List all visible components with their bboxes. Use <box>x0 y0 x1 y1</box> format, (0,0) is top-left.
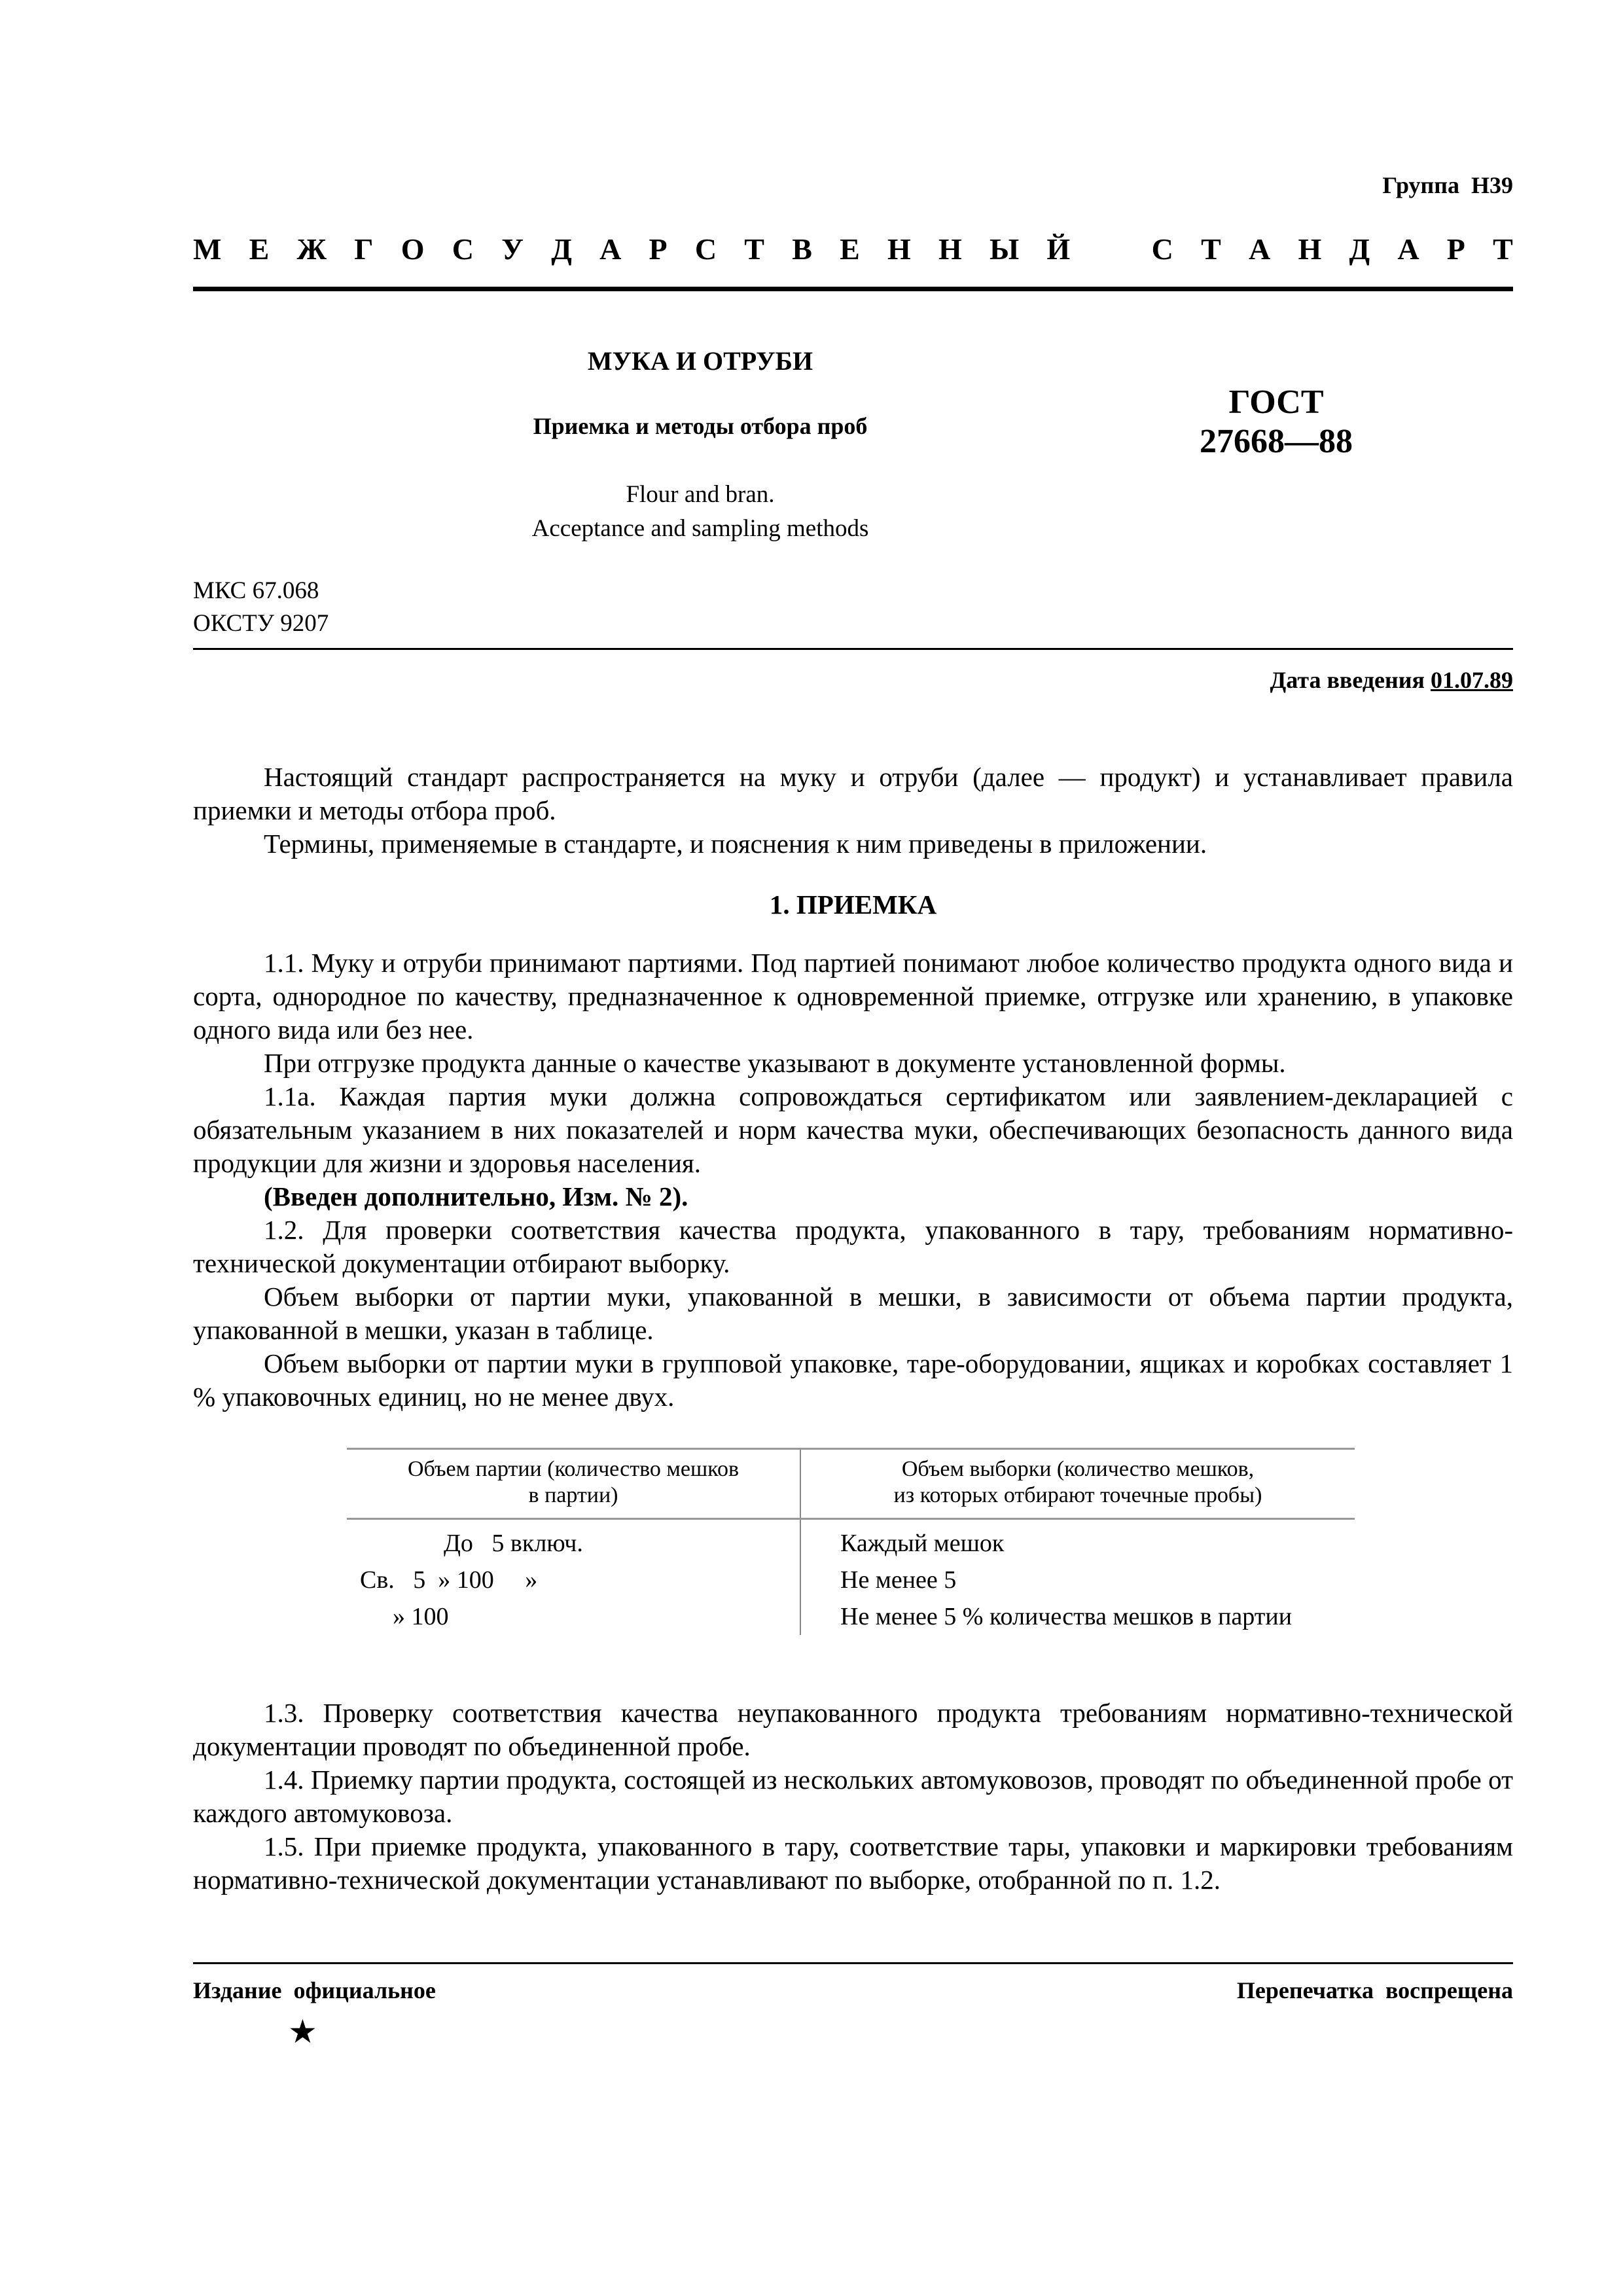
banner-letter: Н <box>1298 232 1322 266</box>
banner-letter: Т <box>1493 232 1513 266</box>
effective-date-value: 01.07.89 <box>1431 667 1513 693</box>
sample-size-value: Не менее 5 <box>840 1566 957 1594</box>
clause-1-4: 1.4. Приемку партии продукта, состоящей из нескольких автомуковозов, проводят по объединенной пробе от каждого автомуковоза. <box>193 1765 1513 1828</box>
column-header-line: из которых отбирают точечные пробы) <box>893 1483 1262 1507</box>
reprint-prohibited-note: Перепечатка воспрещена <box>1236 1977 1513 2003</box>
intro-text <box>193 761 1513 861</box>
table-row <box>347 1598 1355 1635</box>
sample-size-cell <box>800 1519 1355 1562</box>
lot-size-value: До 5 включ. <box>444 1530 583 1557</box>
column-header-lot-size <box>347 1449 800 1519</box>
gost-number: 27668—88 <box>1200 423 1353 460</box>
star-icon: ★ <box>288 2013 317 2050</box>
banner-letter: О <box>401 232 425 266</box>
gost-designation <box>1171 383 1381 461</box>
column-header-line: Объем выборки (количество мешков, <box>901 1457 1255 1481</box>
section-heading: 1. ПРИЕМКА <box>769 889 937 920</box>
clause-1-2-bags: Объем выборки от партии муки, упакованной в мешки, в зависимости от объема партии продукта, упакованной в мешки, указан в таблице. <box>193 1282 1513 1345</box>
clause-1-2: 1.2. Для проверки соответствия качества продукта, упакованного в тару, требованиям нормативно-технической документации отбирают выборку. <box>193 1215 1513 1278</box>
gost-label: ГОСТ <box>1228 384 1324 421</box>
group-code: Группа Н39 <box>1382 172 1513 198</box>
banner-letter: Т <box>744 232 764 266</box>
table-row <box>347 1519 1355 1562</box>
column-header-line: в партии) <box>528 1483 618 1507</box>
banner-letter: С <box>452 232 474 266</box>
banner-letter: А <box>1397 232 1419 266</box>
banner-letter: Е <box>840 232 860 266</box>
sample-size-value: Не менее 5 % количества мешков в партии <box>840 1603 1293 1630</box>
document-title: МУКА И ОТРУБИ <box>587 346 813 376</box>
english-title <box>445 478 955 546</box>
mks-code: МКС 67.068 <box>193 577 319 604</box>
banner-letter: Ы <box>990 232 1020 266</box>
document-subtitle: Приемка и методы отбора проб <box>533 413 868 439</box>
banner-letter: С <box>1151 232 1173 266</box>
banner-letter: Й <box>1046 232 1071 266</box>
banner-letter: Д <box>1349 232 1370 266</box>
banner-letter: А <box>599 232 622 266</box>
clause-1-1-shipping: При отгрузке продукта данные о качестве указывают в документе установленной формы. <box>264 1048 1286 1078</box>
lot-size-value: Св. 5 » 100 » <box>360 1566 538 1594</box>
intro-paragraph: Термины, применяемые в стандарте, и пояснения к ним приведены в приложении. <box>264 829 1207 859</box>
section-1-text-continued <box>193 1696 1513 1897</box>
clause-1-3: 1.3. Проверку соответствия качества неупакованного продукта требованиям нормативно-технической документации проводят по объединенной пробе. <box>193 1698 1513 1761</box>
banner-letter: Р <box>649 232 668 266</box>
section-1-text <box>193 946 1513 1414</box>
clause-1-5: 1.5. При приемке продукта, упакованного в тару, соответствие тары, упаковки и маркировки требованиям нормативно-технической документации устанавливают по выборке, отобранной по п. 1.2. <box>193 1831 1513 1895</box>
banner-letter: Г <box>354 232 374 266</box>
banner-letter: Д <box>551 232 572 266</box>
sample-size-value: Каждый мешок <box>840 1530 1005 1557</box>
banner-letter: В <box>792 232 812 266</box>
english-title-line1: Flour and bran. <box>626 481 775 508</box>
okstu-code: ОКСТУ 9207 <box>193 610 329 637</box>
clause-1-2-group-packaging: Объем выборки от партии муки в групповой упаковке, таре-оборудовании, ящиках и коробках составляет 1 % упаковочных единиц, но не менее двух. <box>193 1348 1513 1412</box>
banner-letter: Ж <box>296 232 327 266</box>
column-header-sample-size <box>800 1449 1355 1519</box>
effective-date-label: Дата введения <box>1270 667 1431 693</box>
banner-letter: Н <box>938 232 962 266</box>
banner-letter: С <box>694 232 717 266</box>
banner-letter: Т <box>1201 232 1221 266</box>
amendment-note: (Введен дополнительно, Изм. № 2). <box>264 1181 688 1211</box>
clause-1-1a: 1.1а. Каждая партия муки должна сопровождаться сертификатом или заявлением-декларацией с обязательным указанием в них показателей и норм качества муки, обеспечивающих безопасность данного вида продукции для жизни и здоровья населения. <box>193 1081 1513 1178</box>
banner-letter: Р <box>1446 232 1465 266</box>
intro-paragraph: Настоящий стандарт распространяется на муку и отруби (далее — продукт) и устанавливает правила приемки и методы отбора проб. <box>193 762 1513 825</box>
english-title-line2: Acceptance and sampling methods <box>531 515 869 542</box>
banner-letter: Е <box>249 232 270 266</box>
sample-size-cell <box>800 1598 1355 1635</box>
clause-1-1: 1.1. Муку и отруби принимают партиями. Под партией понимают любое количество продукта одного вида и сорта, однородное по качеству, предназначенное к одновременной приемке, отгрузке или хранению, в упаковке одного вида или без нее. <box>193 948 1513 1045</box>
table-header-row <box>347 1449 1355 1519</box>
banner-letter: А <box>1248 232 1271 266</box>
banner-letter: У <box>501 232 524 266</box>
table-row <box>347 1562 1355 1598</box>
official-edition-note: Издание официальное <box>193 1977 436 2003</box>
interstate-standard-banner <box>193 229 1513 268</box>
lot-size-cell <box>347 1519 800 1562</box>
lot-size-value: » 100 <box>393 1603 449 1630</box>
effective-date <box>1270 666 1514 694</box>
top-rule <box>193 287 1513 291</box>
lot-size-cell <box>347 1562 800 1598</box>
footer-rule <box>193 1962 1513 1964</box>
column-header-line: Объем партии (количество мешков <box>407 1457 740 1481</box>
banner-letter: Н <box>887 232 911 266</box>
banner-letter: М <box>193 232 222 266</box>
middle-rule <box>193 648 1513 650</box>
lot-size-cell <box>347 1598 800 1635</box>
classification-codes <box>193 575 329 640</box>
sample-size-table <box>347 1448 1355 1635</box>
sample-size-cell <box>800 1562 1355 1598</box>
